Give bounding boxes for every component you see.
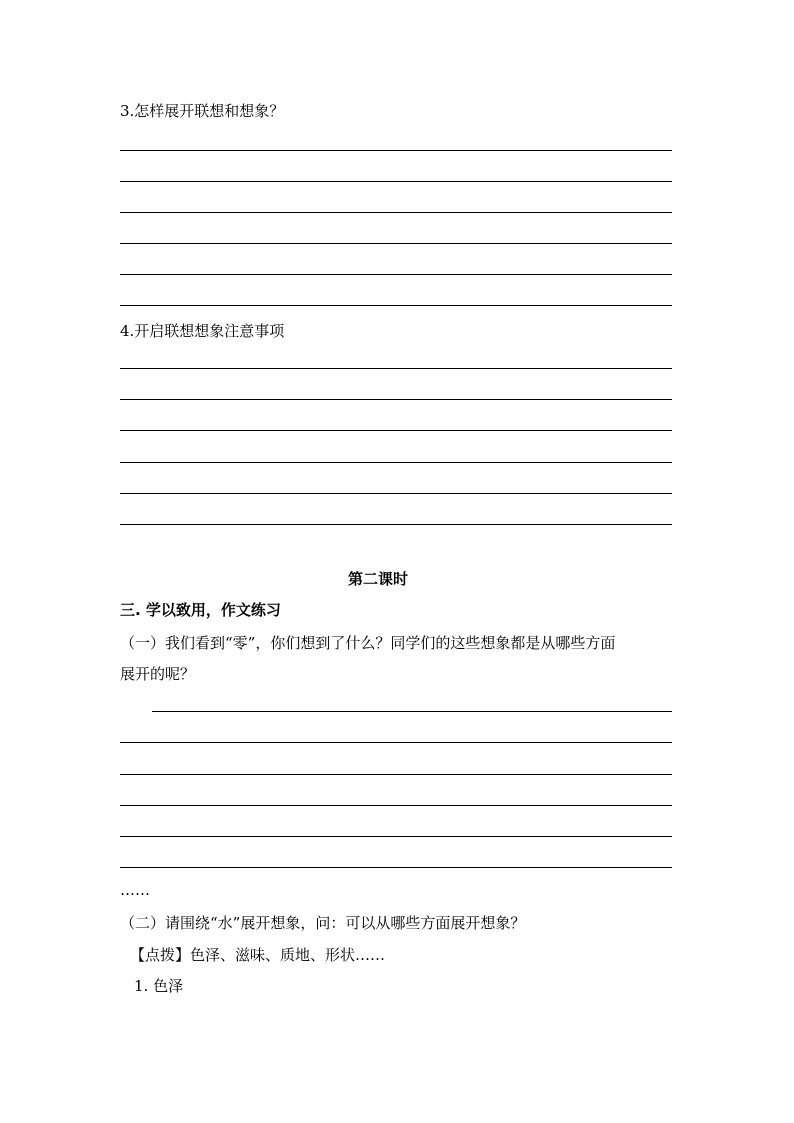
section-3-heading: 3.怎样展开联想和想象？ [120, 102, 285, 120]
hint-text: 【点拨】色泽、滋味、质地、形状…… [130, 946, 386, 964]
answer-line[interactable] [120, 867, 672, 868]
answer-line[interactable] [120, 836, 672, 837]
answer-line[interactable] [120, 243, 672, 244]
question-1-line-2: 展开的呢？ [120, 665, 196, 683]
question-1-line-1: （一）我们看到“零”，你们想到了什么？同学们的这些想象都是从哪些方面 [120, 634, 616, 652]
answer-line[interactable] [120, 399, 672, 400]
answer-line[interactable] [120, 742, 672, 743]
answer-line[interactable] [120, 462, 672, 463]
answer-line[interactable] [120, 805, 672, 806]
section-4-heading: 4.开启联想想象注意事项 [120, 322, 285, 340]
answer-line[interactable] [152, 711, 672, 712]
answer-line[interactable] [120, 181, 672, 182]
answer-line[interactable] [120, 493, 672, 494]
lesson-title: 第二课时 [347, 570, 408, 588]
answer-line[interactable] [120, 368, 672, 369]
answer-line[interactable] [120, 274, 672, 275]
ellipsis-text: …… [120, 881, 150, 899]
answer-line[interactable] [120, 212, 672, 213]
answer-line[interactable] [120, 430, 672, 431]
question-2-text: （二）请围绕“水”展开想象，问：可以从哪些方面展开想象？ [120, 914, 526, 932]
part-3-heading: 三. 学以致用，作文练习 [120, 601, 281, 619]
answer-line[interactable] [120, 305, 672, 306]
answer-line[interactable] [120, 774, 672, 775]
answer-line[interactable] [120, 150, 672, 151]
answer-line[interactable] [120, 524, 672, 525]
list-item-1: 1. 色泽 [134, 977, 184, 995]
